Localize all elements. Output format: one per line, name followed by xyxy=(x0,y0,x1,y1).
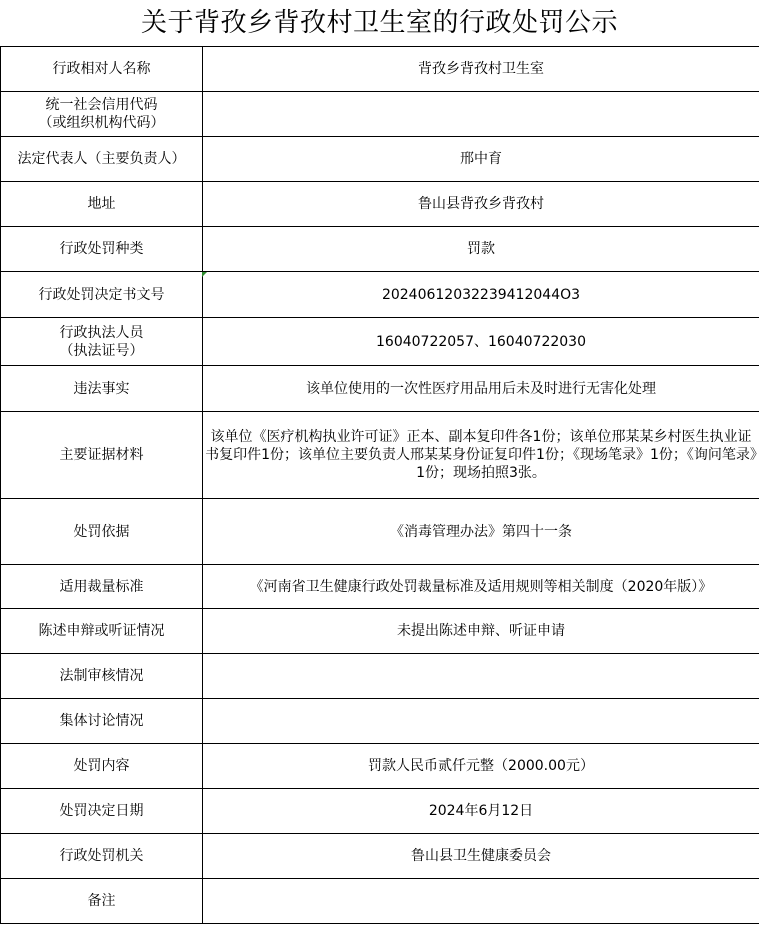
row-label: 备注 xyxy=(1,879,203,924)
table-row xyxy=(1,412,759,499)
row-label: 行政处罚机关 xyxy=(1,834,203,879)
row-value: 《消毒管理办法》第四十一条 xyxy=(203,499,759,565)
table-row xyxy=(1,182,759,227)
row-label: 法制审核情况 xyxy=(1,654,203,699)
row-label: 行政处罚种类 xyxy=(1,227,203,272)
row-value: 未提出陈述申辩、听证申请 xyxy=(203,609,759,654)
table-row xyxy=(1,92,759,137)
table-row xyxy=(1,834,759,879)
penalty-info-table xyxy=(0,46,759,924)
row-label: 处罚依据 xyxy=(1,499,203,565)
row-value: 该单位使用的一次性医疗用品用后未及时进行无害化处理 xyxy=(203,366,759,412)
table-row xyxy=(1,318,759,366)
row-label: 处罚决定日期 xyxy=(1,789,203,834)
row-value: 该单位《医疗机构执业许可证》正本、副本复印件各1份；该单位邢某某乡村医生执业证书复印件1份；该单位主要负责人邢某某身份证复印件1份；《现场笔录》1份；《询问笔录》1份；现场拍照3张。 xyxy=(203,412,759,499)
table-row xyxy=(1,47,759,92)
table-row xyxy=(1,789,759,834)
row-value: 罚款人民币贰仟元整（2000.00元） xyxy=(203,744,759,789)
row-value: 背孜乡背孜村卫生室 xyxy=(203,47,759,92)
table-row xyxy=(1,227,759,272)
row-value: 罚款 xyxy=(203,227,759,272)
row-label: 违法事实 xyxy=(1,366,203,412)
row-value xyxy=(203,654,759,699)
row-value: 邢中育 xyxy=(203,137,759,182)
row-value: 鲁山县背孜乡背孜村 xyxy=(203,182,759,227)
row-label: 集体讨论情况 xyxy=(1,699,203,744)
row-value xyxy=(203,879,759,924)
table-row xyxy=(1,272,759,318)
row-label: 行政相对人名称 xyxy=(1,47,203,92)
row-value: 鲁山县卫生健康委员会 xyxy=(203,834,759,879)
table-row xyxy=(1,137,759,182)
table-row xyxy=(1,699,759,744)
page-title: 关于背孜乡背孜村卫生室的行政处罚公示 xyxy=(140,8,618,38)
table-row xyxy=(1,609,759,654)
row-value: 20240612032239412044O3 xyxy=(203,272,759,318)
table-row xyxy=(1,744,759,789)
row-label: 行政执法人员 （执法证号） xyxy=(1,318,203,366)
row-label: 行政处罚决定书文号 xyxy=(1,272,203,318)
row-value: 《河南省卫生健康行政处罚裁量标准及适用规则等相关制度（2020年版）》 xyxy=(203,565,759,609)
row-value xyxy=(203,92,759,137)
row-label: 主要证据材料 xyxy=(1,412,203,499)
row-label: 处罚内容 xyxy=(1,744,203,789)
table-row xyxy=(1,879,759,924)
row-label: 法定代表人（主要负责人） xyxy=(1,137,203,182)
table-row xyxy=(1,499,759,565)
row-label: 统一社会信用代码 （或组织机构代码） xyxy=(1,92,203,137)
cell-comment-marker xyxy=(202,272,207,277)
row-value: 16040722057、16040722030 xyxy=(203,318,759,366)
table-row xyxy=(1,654,759,699)
table-row xyxy=(1,366,759,412)
row-label: 地址 xyxy=(1,182,203,227)
row-value: 2024年6月12日 xyxy=(203,789,759,834)
table-row xyxy=(1,565,759,609)
row-label: 陈述申辩或听证情况 xyxy=(1,609,203,654)
row-value xyxy=(203,699,759,744)
row-label: 适用裁量标准 xyxy=(1,565,203,609)
